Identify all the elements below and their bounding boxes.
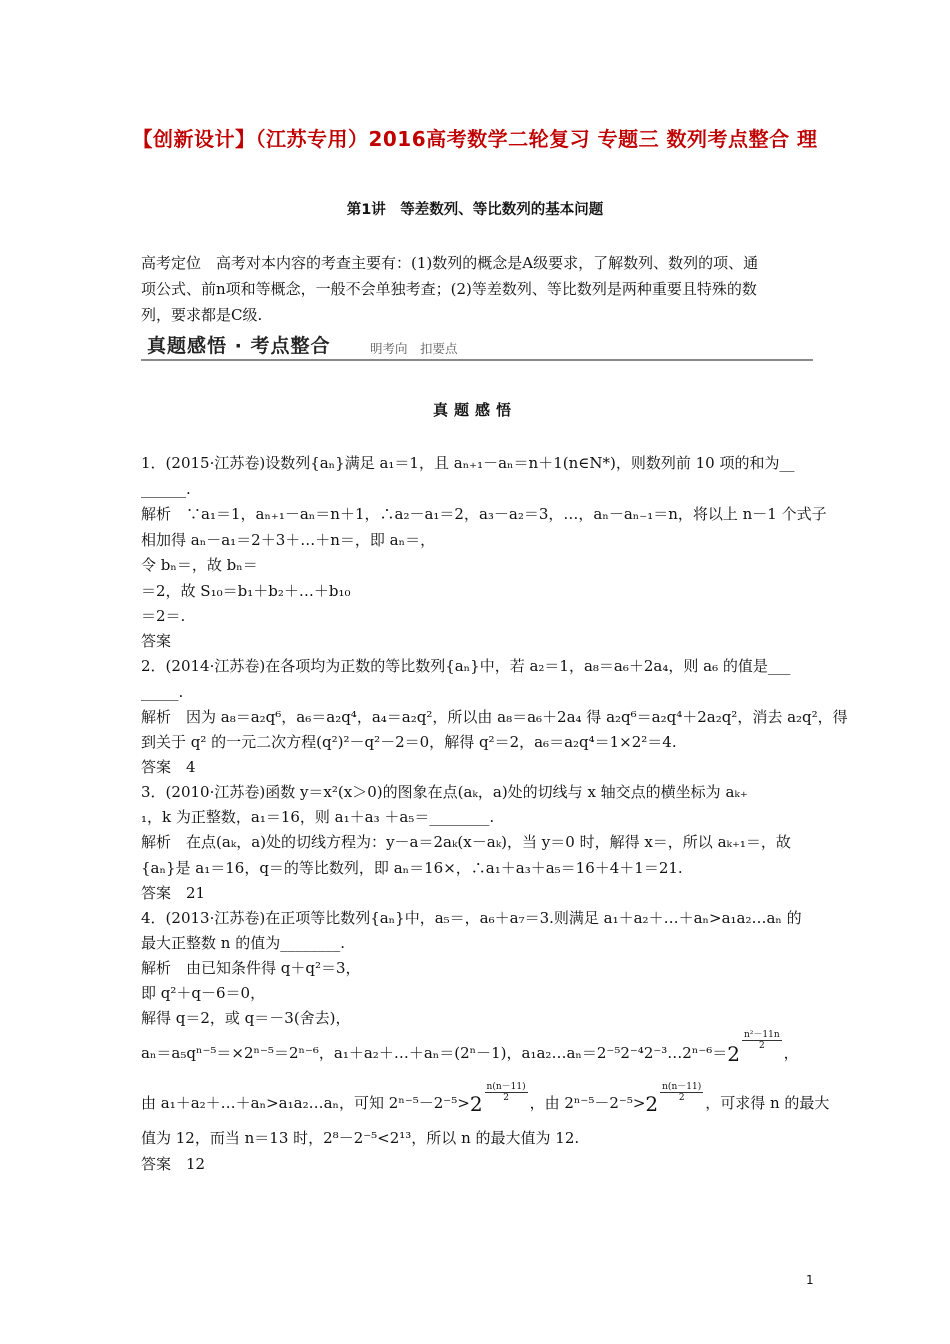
equation-text: ，由 2ⁿ⁻⁵－2⁻⁵> [529, 1094, 646, 1112]
base-two: 2 [469, 1092, 483, 1116]
solution-line: 解析 ∵a₁＝1，aₙ₊₁－aₙ＝n＋1，∴a₂－a₁＝2，a₃－a₂＝3，…，aₙ－aₙ₋₁＝n，将以上 n－1 个式子 [141, 505, 827, 523]
section-title: 真题感悟 [432, 401, 517, 419]
equation-text: ，可求得 n 的最大 [705, 1094, 830, 1112]
problem-line: 3．(2010·江苏卷)函数 y＝x²(x＞0)的图象在点(aₖ，a)处的切线与 x 轴交点的横坐标为 aₖ₊ [141, 783, 748, 801]
fraction-denominator: 2 [758, 1041, 765, 1051]
intro-line: 项公式、前n项和等概念，一般不会单独考查；(2)等差数列、等比数列是两种重要且特殊的数 [141, 280, 757, 298]
problem-line: 1．(2015·江苏卷)设数列{aₙ}满足 a₁＝1，且 aₙ₊₁－aₙ＝n＋1(n∈N*)，则数列前 10 项的和为__ [141, 454, 795, 472]
problem-line: 最大正整数 n 的值为________. [141, 934, 345, 952]
answer-line: 答案 12 [141, 1155, 206, 1173]
fraction-numerator: n²－11n [744, 1030, 780, 1040]
exponent-fraction [485, 1082, 528, 1103]
problem-line: _____. [141, 683, 184, 701]
fraction-denominator: 2 [503, 1093, 509, 1103]
solution-line-with-exponent [141, 1030, 813, 1066]
exponent-fraction [742, 1030, 782, 1051]
intro-paragraph [141, 250, 813, 328]
page-number: 1 [806, 1273, 814, 1287]
solution-line: 相加得 aₙ－a₁＝2＋3＋…＋n＝，即 aₙ＝， [141, 531, 436, 549]
solution-line: 值为 12，而当 n＝13 时，2⁸－2⁻⁵<2¹³，所以 n 的最大值为 12. [141, 1129, 580, 1147]
equation-text: aₙ＝a₅qⁿ⁻⁵＝×2ⁿ⁻⁵＝2ⁿ⁻⁶，a₁＋a₂＋…＋aₙ＝(2ⁿ－1)，a₁a₂…aₙ＝2⁻⁵2⁻⁴2⁻³…2ⁿ⁻⁶＝ [141, 1044, 728, 1062]
answer-line: 答案 [141, 632, 172, 650]
problem-line: 2．(2014·江苏卷)在各项均为正数的等比数列{aₙ}中，若 a₂＝1，a₈＝a₆＋2a₄，则 a₆ 的值是___ [141, 657, 791, 675]
banner-title: 真题感悟 · 考点整合 [147, 335, 331, 357]
equation-text: 由 a₁＋a₂＋…＋aₙ>a₁a₂…aₙ，可知 2ⁿ⁻⁵－2⁻⁵> [141, 1094, 470, 1112]
answer-line: 答案 4 [141, 758, 196, 776]
solution-line: 令 bₙ＝，故 bₙ＝ [141, 556, 258, 574]
solution-line: 解析 由已知条件得 q＋q²＝3， [141, 959, 361, 977]
problem-line: ₁，k 为正整数，a₁＝16，则 a₁＋a₃ ＋a₅＝________. [141, 808, 495, 826]
answer-line: 答案 21 [141, 884, 206, 902]
base-two: 2 [727, 1042, 740, 1066]
intro-line: 高考定位 高考对本内容的考查主要有：(1)数列的概念是A级要求，了解数列、数列的项、通 [141, 254, 759, 272]
solution-line-with-exponent [141, 1082, 830, 1116]
fraction-denominator: 2 [678, 1093, 685, 1103]
solution-line: 到关于 q² 的一元二次方程(q²)²－q²－2＝0，解得 q²＝2，a₆＝a₂q⁴＝1×2²＝4. [141, 733, 677, 751]
base-two: 2 [645, 1092, 659, 1116]
banner-subtitle: 明考向 扣要点 [370, 341, 458, 356]
solution-line: {aₙ}是 a₁＝16，q＝的等比数列，即 aₙ＝16×，∴a₁＋a₃＋a₅＝16＋4＋1＝21. [141, 859, 683, 877]
fraction-numerator: n(n－11) [662, 1082, 702, 1092]
problem-line: ______. [141, 480, 191, 498]
document-title: 【创新设计】（江苏专用）2016高考数学二轮复习 专题三 数列考点整合 理 [132, 127, 818, 151]
exponent-fraction [660, 1082, 703, 1103]
solution-line: 解析 在点(aₖ，a)处的切线方程为：y－a＝2aₖ(x－aₖ)，当 y＝0 时，解得 x＝，所以 aₖ₊₁＝，故 [141, 833, 791, 851]
equation-text: ， [783, 1044, 799, 1062]
solution-line: 解得 q＝2，或 q＝－3(舍去)， [141, 1009, 351, 1027]
solution-line: 解析 因为 a₈＝a₂q⁶，a₆＝a₂q⁴，a₄＝a₂q²，所以由 a₈＝a₆＋2a₄ 得 a₂q⁶＝a₂q⁴＋2a₂q²，消去 a₂q²，得 [141, 708, 848, 726]
solution-line: ＝2，故 S₁₀＝b₁＋b₂＋…＋b₁₀ [141, 582, 351, 600]
fraction-numerator: n(n－11) [486, 1082, 526, 1092]
section-banner [141, 333, 813, 361]
lecture-subtitle: 第1讲 等差数列、等比数列的基本问题 [346, 202, 604, 218]
solution-line: ＝2＝. [141, 607, 186, 625]
intro-line: 列，要求都是C级. [141, 306, 263, 324]
problem-line: 4．(2013·江苏卷)在正项等比数列{aₙ}中，a₅＝，a₆＋a₇＝3.则满足 a₁＋a₂＋…＋aₙ>a₁a₂…aₙ 的 [141, 909, 802, 927]
solution-line: 即 q²＋q－6＝0， [141, 984, 266, 1002]
